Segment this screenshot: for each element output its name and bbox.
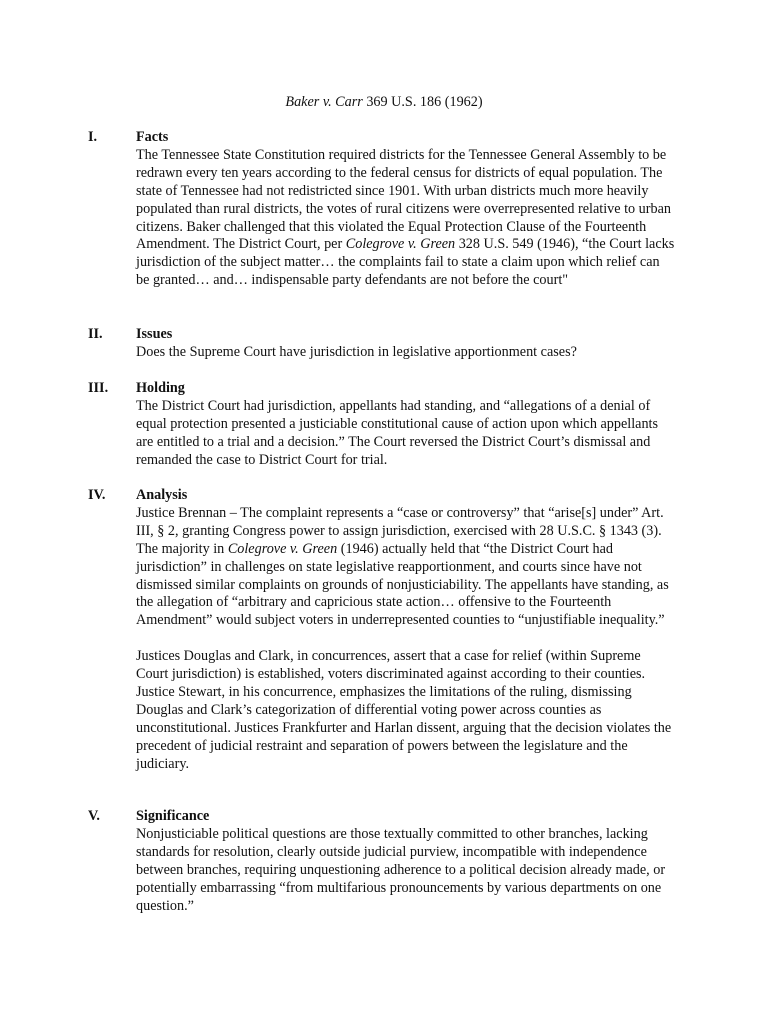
section-content: [136, 129, 676, 290]
section-content: [136, 380, 676, 470]
section-numeral: V.: [88, 808, 100, 824]
section-heading: Analysis: [136, 487, 188, 503]
facts-text-continued: 328 U.S. 549 (1946), “the Court lacks jurisdiction of the subject matter… the complaints fail to state a claim upon which relief can be granted… and… indispensable party defendants are not before the court": [136, 236, 675, 289]
section-content: [136, 487, 676, 773]
section-numeral: II.: [88, 326, 103, 342]
section-content: [136, 326, 676, 362]
significance-paragraph: Nonjusticiable political questions are those textually committed to other branches, lacking standards for resolution, clearly outside judicial purview, incompatible with independence between branches, requiring unquestioning adherence to a political decision already made, or potentially embarrassing “from multifarious pronouncements by various departments on one question.”: [136, 825, 666, 914]
analysis-paragraph-2: Justices Douglas and Clark, in concurrences, assert that a case for relief (within Supreme Court jurisdiction) is established, voters discriminated against according to their counties. Justice Stewart, in his concurrence, emphasizes the limitations of the ruling, dismissing Douglas and Clark’s categorization of differential voting power across counties as unconstitutional. Justices Frankfurter and Harlan dissent, arguing that the decision violates the precedent of judicial restraint and separation of powers between the legislature and the judiciary.: [136, 648, 672, 772]
page-title: [0, 94, 768, 112]
issues-paragraph: Does the Supreme Court have jurisdiction in legislative apportionment cases?: [136, 343, 577, 360]
section-content: [136, 808, 676, 915]
section-numeral: I.: [88, 129, 98, 145]
analysis-text-continued: (1946) actually held that “the District Court had jurisdiction” in challenges on state legislative reapportionment, and courts since have not dismissed similar complaints on grounds of nonjusticiability. The appellants have standing, as the allegation of “arbitrary and capricious state action… offensive to the Fourteenth Amendment” would subject voters in underrepresented counties to “unjustifiable inequality.”: [136, 540, 669, 629]
section-heading: Significance: [136, 808, 210, 824]
case-citation: 369 U.S. 186 (1962): [362, 94, 483, 110]
section-heading: Holding: [136, 380, 185, 396]
section-numeral: IV.: [88, 487, 106, 503]
section-numeral: III.: [88, 380, 109, 396]
analysis-text: Justice Brennan – The complaint represents a “case or controversy” that “arise[s] under” Art. III, § 2, granting Congress power to assign jurisdiction, exercised with 28 U.S.C. § 1343 (3). The majority in: [136, 504, 664, 557]
case-reference: Colegrove v. Green: [227, 540, 338, 557]
holding-paragraph: The District Court had jurisdiction, appellants had standing, and “allegations of a denial of equal protection presented a justiciable constitutional cause of action upon which appellants are entitled to a trial and a decision.” The Court reversed the District Court’s dismissal and remanded the case to District Court for trial.: [136, 397, 659, 468]
section-heading: Facts: [136, 129, 169, 145]
analysis-paragraph-1: [136, 505, 676, 630]
section-heading: Issues: [136, 326, 173, 342]
case-reference: Colegrove v. Green: [345, 236, 456, 253]
facts-paragraph: [136, 147, 676, 290]
facts-text: The Tennessee State Constitution required districts for the Tennessee General Assembly to be redrawn every ten years according to the federal census for districts of equal population. The state of Tennessee had not redistricted since 1901. With urban districts much more heavily populated than rural districts, the votes of rural citizens were overrepresented relative to urban citizens. Baker challenged that this violated the Equal Protection Clause of the Fourteenth Amendment. The District Court, per: [136, 146, 671, 253]
case-name: Baker v. Carr: [285, 94, 363, 110]
